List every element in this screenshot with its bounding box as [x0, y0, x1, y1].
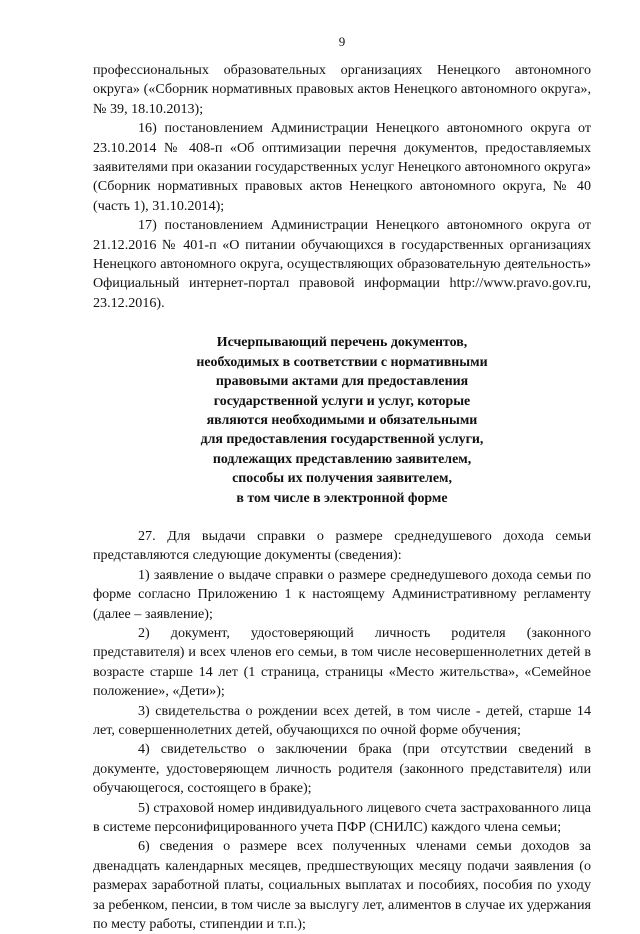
heading-line: для предоставления государственной услуги, — [200, 432, 484, 448]
list-item-2: 2) документ, удостоверяющий личность родителя (законного представителя) и всех членов его семьи, в том числе несовершеннолетних детей в возрасте старше 14 лет (1 страница, страницы «Место жительства», «Семейное положение», «Дети»); — [93, 624, 591, 700]
list-item-6: 6) сведения о размере всех полученных членами семьи доходов за двенадцать календарных месяцев, предшествующих месяцу подачи заявления (о размерах заработной платы, социальных выплатах и пособиях, пособия по уходу за ребенком, пенсии, в том числе за выслугу лет, алиментов в случае их удержания по месту работы, стипендии и т.п.); — [93, 838, 591, 933]
list-item-5: 5) страховой номер индивидуального лицевого счета застрахованного лица в системе персонифицированного учета ПФР (СНИЛС) каждого члена семьи; — [93, 799, 591, 836]
paragraph-item-16: 16) постановлением Администрации Ненецкого автономного округа от 23.10.2014 № 408-п «Об оптимизации перечня документов, предоставляемых заявителями при оказании государственных услуг Ненецкого автономного округа» (Сборник нормативных правовых актов Ненецкого автономного округа, № 40 (часть 1), 31.10.2014); — [93, 120, 591, 214]
heading-line: в том числе в электронной форме — [236, 490, 448, 506]
paragraph-section-27: 27. Для выдачи справки о размере среднедушевого дохода семьи представляются следующие документы (сведения): — [93, 527, 591, 564]
heading-line: необходимых в соответствии с нормативными — [196, 354, 488, 370]
paragraph-item-17: 17) постановлением Администрации Ненецкого автономного округа от 21.12.2016 № 401-п «О питании обучающихся в государственных организациях Ненецкого автономного округа, осуществляющих образовательную деятельность» Официальный интернет-портал правовой информации http://www.pravo.gov.ru, 23.12.2016). — [93, 217, 591, 311]
document-page — [93, 34, 591, 934]
heading-line: государственной услуги и услуг, которые — [213, 393, 471, 409]
heading-line: правовыми актами для предоставления — [215, 374, 469, 390]
list-item-4: 4) свидетельство о заключении брака (при отсутствии сведений в документе, удостоверяющем личность родителя (законного представителя) или обучающегося, состоящего в браке); — [93, 741, 591, 797]
heading-line: подлежащих представлению заявителем, — [212, 451, 472, 467]
paragraph-continuation: профессиональных образовательных организациях Ненецкого автономного округа» («Сборник нормативных правовых актов Ненецкого автономного округа», № 39, 18.10.2013); — [93, 62, 591, 117]
list-item-1: 1) заявление о выдаче справки о размере среднедушевого дохода семьи по форме согласно Приложению 1 к настоящему Административному регламенту (далее – заявление); — [93, 566, 591, 622]
heading-line: способы их получения заявителем, — [232, 471, 452, 487]
page-number: 9 — [338, 34, 346, 49]
heading-line: Исчерпывающий перечень документов, — [216, 335, 468, 351]
heading-line: являются необходимыми и обязательными — [206, 412, 478, 428]
section-heading — [93, 333, 591, 508]
list-item-3: 3) свидетельства о рождении всех детей, в том числе - детей, старше 14 лет, совершеннолетних детей, обучающихся по очной форме обучения; — [93, 702, 591, 738]
